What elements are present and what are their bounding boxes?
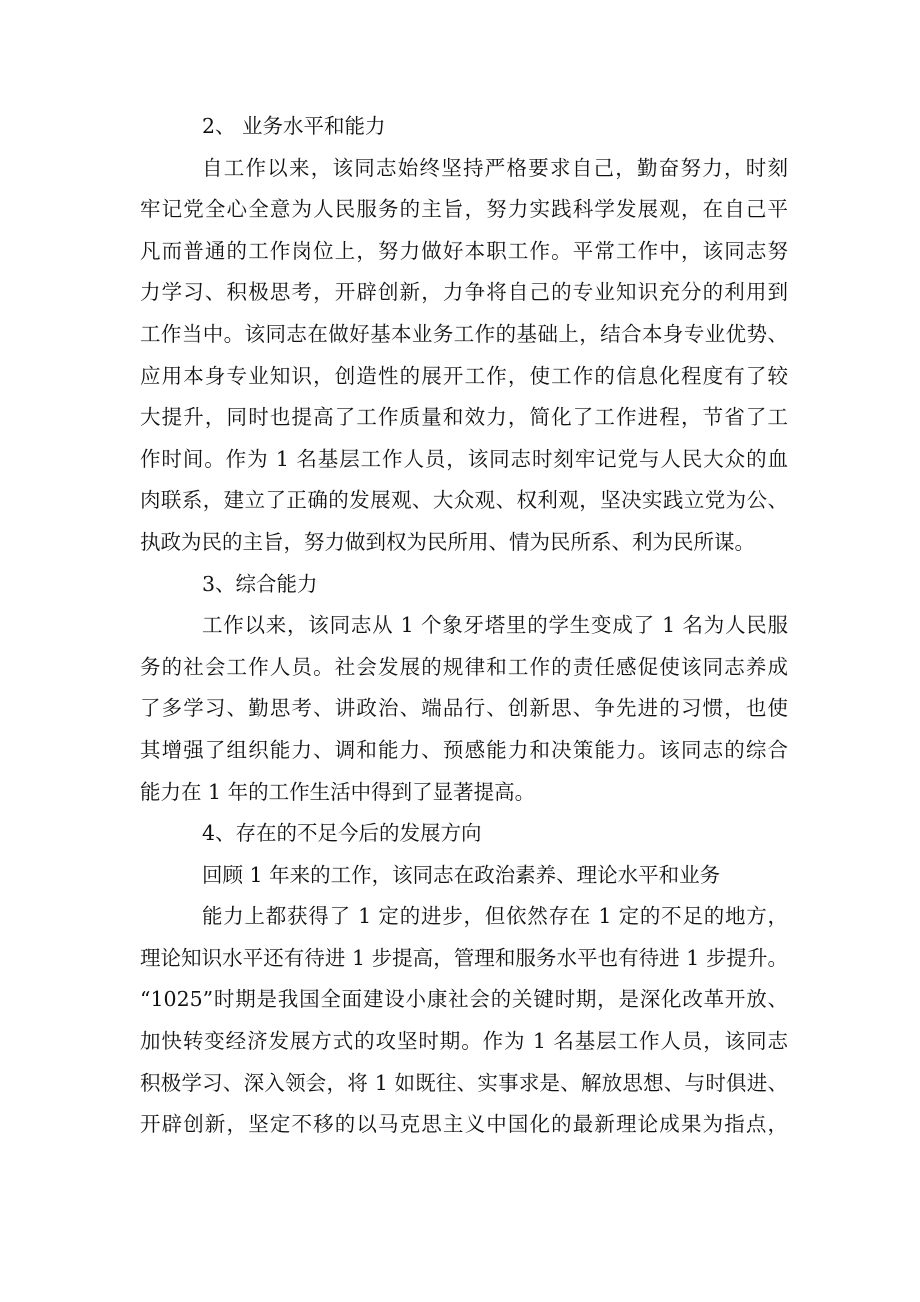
section-heading-comprehensive: 3、综合能力 [202,571,318,596]
paragraph-line: 其增强了组织能力、调和能力、预感能力和决策能力。该同志的综合 [140,737,788,762]
paragraph-line: 了多学习、勤思考、讲政治、端品行、创新思、争先进的习惯，也使 [140,696,788,721]
paragraph-line: 执政为民的主旨，努力做到权为民所用、情为民所系、利为民所谋。 [140,529,755,554]
paragraph-line: 积极学习、深入领会，将 1 如既往、实事求是、解放思想、与时俱进、 [140,1070,788,1095]
paragraph-line: 自工作以来，该同志始终坚持严格要求自己，勤奋努力，时刻 [202,155,788,180]
paragraph-line: 牢记党全心全意为人民服务的主旨，努力实践科学发展观，在自己平 [140,197,788,222]
paragraph-line: 理论知识水平还有待进 1 步提高，管理和服务水平也有待进 1 步提升。 [140,945,788,970]
paragraph-line: 工作当中。该同志在做好基本业务工作的基础上，结合本身专业优势、 [140,321,788,346]
paragraph-line: 大提升，同时也提高了工作质量和效力，简化了工作进程，节省了工 [140,405,788,430]
paragraph-line: 能力上都获得了 1 定的进步，但依然存在 1 定的不足的地方， [202,904,788,929]
paragraph-line: 开辟创新，坚定不移的以马克思主义中国化的最新理论成果为指点， [140,1112,788,1137]
paragraph-line: 能力在 1 年的工作生活中得到了显著提高。 [140,779,536,804]
paragraph-line: 力学习、积极思考，开辟创新，力争将自己的专业知识充分的利用到 [140,280,788,305]
paragraph-line: “1025”时期是我国全面建设小康社会的关键时期，是深化改革开放、 [140,987,788,1012]
document-body [140,106,788,1146]
paragraph-line: 凡而普通的工作岗位上，努力做好本职工作。平常工作中，该同志努 [140,238,788,263]
paragraph-line: 应用本身专业知识，创造性的展开工作，使工作的信息化程度有了较 [140,363,788,388]
paragraph-line: 作时间。作为 1 名基层工作人员，该同志时刻牢记党与人民大众的血 [140,446,788,471]
section-heading-shortcomings: 4、存在的不足今后的发展方向 [202,821,482,846]
paragraph-line: 肉联系，建立了正确的发展观、大众观、权利观，坚决实践立党为公、 [140,488,788,513]
paragraph-line: 加快转变经济发展方式的攻坚时期。作为 1 名基层工作人员，该同志 [140,1029,788,1054]
section-heading-business: 2、 业务水平和能力 [202,114,386,138]
paragraph-line: 回顾 1 年来的工作，该同志在政治素养、理论水平和业务 [202,862,721,887]
paragraph-line: 务的社会工作人员。社会发展的规律和工作的责任感促使该同志养成 [140,654,788,679]
paragraph-line: 工作以来，该同志从 1 个象牙塔里的学生变成了 1 名为人民服 [202,613,788,638]
